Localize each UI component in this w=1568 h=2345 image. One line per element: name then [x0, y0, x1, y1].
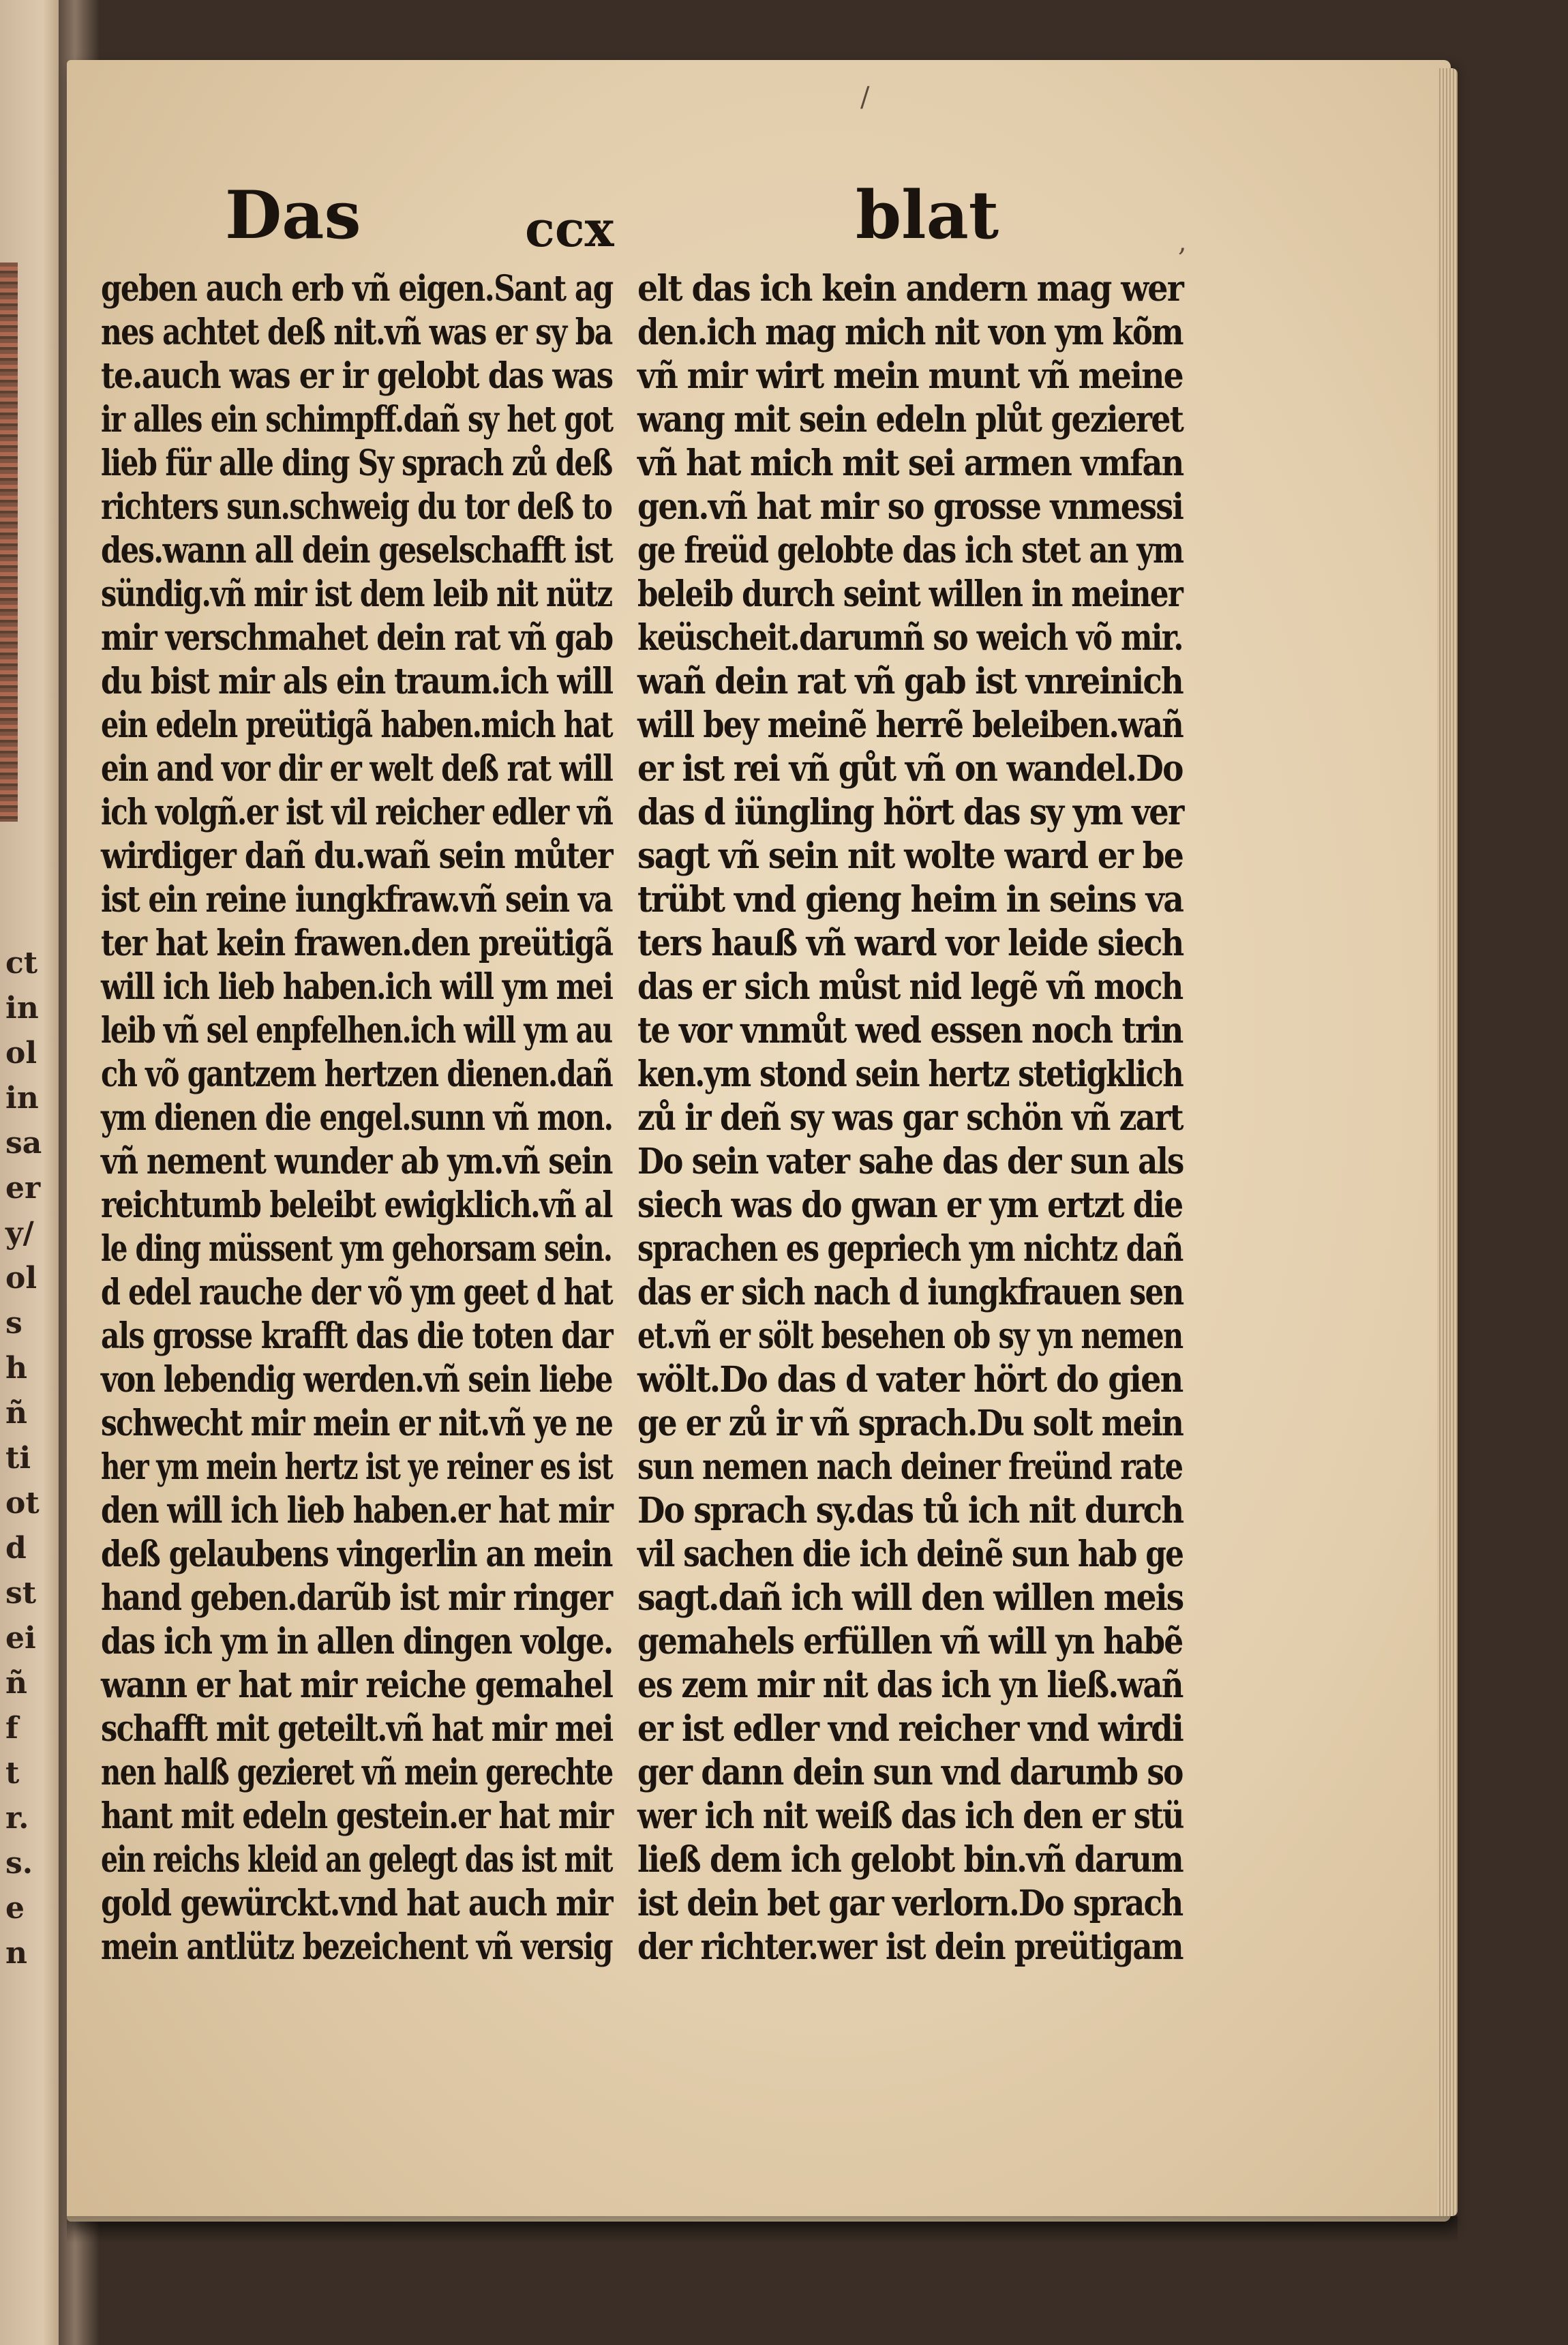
text-line: ich volgñ.er ist vil reicher edler vñ: [101, 792, 613, 833]
text-line: er ist rei vñ gůt vñ on wandel.Do: [637, 748, 1183, 790]
text-line: wann er hat mir reiche gemahel: [101, 1664, 613, 1706]
previous-page-fragment: t: [5, 1756, 20, 1791]
previous-page-fragment: in: [5, 991, 39, 1026]
text-line: du bist mir als ein traum.ich will: [101, 661, 613, 702]
text-line: siech was do gwan er ym ertzt die: [637, 1184, 1183, 1226]
text-line: sun nemen nach deiner freünd rate: [637, 1446, 1183, 1488]
text-line: ge freüd gelobte das ich stet an ym: [637, 530, 1183, 571]
page-mark: /: [860, 82, 870, 113]
text-line: deß gelaubens vingerlin an mein: [101, 1534, 612, 1575]
text-line: ist dein bet gar verlorn.Do sprach: [637, 1883, 1183, 1924]
text-line: wölt.Do das d vater hört do gien: [637, 1359, 1183, 1401]
text-line: der richter.wer ist dein preütigam: [637, 1926, 1183, 1968]
previous-page-fragment: ei: [5, 1621, 36, 1656]
previous-page-fragment: er: [5, 1171, 41, 1206]
text-line: Do sein vater sahe das der sun als: [637, 1141, 1183, 1182]
text-line: vil sachen die ich deinẽ sun hab ge: [637, 1534, 1183, 1575]
text-line: d edel rauche der võ ym geet d hat: [101, 1272, 613, 1313]
text-line: zů ir deñ sy was gar schön vñ zart: [637, 1097, 1183, 1139]
text-line: ters hauß vñ ward vor leide siech: [637, 923, 1183, 964]
text-line: als grosse krafft das die toten dar: [101, 1315, 613, 1357]
text-line: wang mit sein edeln plůt gezieret: [637, 399, 1183, 440]
running-head-left: Das: [225, 177, 361, 254]
text-line: des.wann all dein geselschafft ist: [101, 530, 612, 571]
previous-page-fragment: in: [5, 1081, 39, 1116]
text-line: das er sich nach d iungkfrauen sen: [637, 1272, 1183, 1313]
previous-page-fragment: y/: [5, 1216, 34, 1251]
text-line: vñ nement wunder ab ym.vñ sein: [101, 1141, 612, 1182]
text-line: hand geben.darũb ist mir ringer: [101, 1577, 612, 1619]
text-line: keüscheit.darumñ so weich võ mir.: [637, 617, 1183, 659]
previous-page-fragment: n: [5, 1936, 27, 1971]
previous-page-fragment: d: [5, 1531, 27, 1566]
previous-page-fragment: ol: [5, 1261, 37, 1296]
running-head-right: blat: [856, 177, 999, 254]
previous-page-edge: [0, 0, 61, 2345]
previous-page-fragment: ñ: [5, 1396, 27, 1431]
text-line: wirdiger dañ du.wañ sein můter: [101, 835, 612, 877]
text-line: richters sun.schweig du tor deß to: [101, 486, 612, 528]
text-line: den will ich lieb haben.er hat mir: [101, 1490, 613, 1532]
text-line: den.ich mag mich nit von ym kõm: [637, 312, 1183, 353]
previous-page-fragment: e: [5, 1891, 25, 1926]
text-line: geben auch erb vñ eigen.Sant ag: [101, 268, 613, 310]
previous-page-fragment: ñ: [5, 1666, 27, 1701]
text-line: her ym mein hertz ist ye reiner es ist: [101, 1446, 613, 1488]
text-line: wañ dein rat vñ gab ist vnreinich: [637, 661, 1183, 702]
previous-page-fragment: ol: [5, 1036, 37, 1071]
text-line: gen.vñ hat mir so grosse vnmessi: [637, 486, 1183, 528]
text-line: ließ dem ich gelobt bin.vñ darum: [637, 1839, 1183, 1881]
page-shadow: [67, 2216, 1458, 2243]
text-line: ein edeln preütigã haben.mich hat: [101, 704, 613, 746]
previous-page-fragment: h: [5, 1351, 27, 1386]
text-line: ein reichs kleid an gelegt das ist mit: [101, 1839, 612, 1881]
text-line: leib vñ sel enpfelhen.ich will ym au: [101, 1010, 612, 1051]
text-line: sagt.dañ ich will den willen meis: [637, 1577, 1183, 1619]
text-line: lieb für alle ding Sy sprach zů deß: [101, 443, 612, 484]
text-line: trübt vnd gieng heim in seins va: [637, 879, 1183, 921]
text-line: le ding müssent ym gehorsam sein.: [101, 1228, 612, 1270]
previous-page-fragment: r.: [5, 1801, 29, 1836]
text-line: von lebendig werden.vñ sein liebe: [101, 1359, 612, 1401]
folio-number: ccx: [525, 200, 614, 258]
text-line: ge er zů ir vñ sprach.Du solt mein: [637, 1403, 1183, 1444]
text-line: et.vñ er sölt besehen ob sy yn nemen: [637, 1315, 1183, 1357]
previous-page-fragment: s.: [5, 1846, 33, 1881]
previous-page-fragment: ti: [5, 1441, 31, 1476]
previous-page-illustration-fragment: [0, 263, 18, 822]
text-line: ger dann dein sun vnd darumb so: [637, 1752, 1183, 1793]
text-line: hant mit edeln gestein.er hat mir: [101, 1795, 613, 1837]
text-line: vñ hat mich mit sei armen vmfan: [637, 443, 1183, 484]
previous-page-fragment: sa: [5, 1126, 42, 1161]
text-line: mein antlütz bezeichent vñ versig: [101, 1926, 612, 1968]
text-line: ym dienen die engel.sunn vñ mon.: [101, 1097, 613, 1139]
text-line: sprachen es gepriech ym nichtz dañ: [637, 1228, 1183, 1270]
text-line: reichtumb beleibt ewigklich.vñ al: [101, 1184, 612, 1226]
text-line: schafft mit geteilt.vñ hat mir mei: [101, 1708, 613, 1750]
text-line: sagt vñ sein nit wolte ward er be: [637, 835, 1183, 877]
text-line: will bey meinẽ herrẽ beleiben.wañ: [637, 704, 1183, 746]
text-line: te.auch was er ir gelobt das was: [101, 355, 613, 397]
page-fore-edge: [1437, 68, 1458, 2216]
text-line: nes achtet deß nit.vñ was er sy ba: [101, 312, 612, 353]
previous-page-fragment: s: [5, 1306, 22, 1341]
page-mark: ,: [1178, 226, 1187, 258]
text-line: ch võ gantzem hertzen dienen.dañ: [101, 1054, 613, 1095]
text-line: will ich lieb haben.ich will ym mei: [101, 966, 613, 1008]
text-line: ein and vor dir er welt deß rat will: [101, 748, 613, 790]
text-line: es zem mir nit das ich yn ließ.wañ: [637, 1664, 1183, 1706]
text-line: nen halß gezieret vñ mein gerechte: [101, 1752, 613, 1793]
previous-page-fragment: f: [5, 1711, 18, 1746]
text-line: wer ich nit weiß das ich den er stü: [637, 1795, 1183, 1837]
text-line: ken.ym stond sein hertz stetigklich: [637, 1054, 1183, 1095]
text-line: gemahels erfüllen vñ will yn habẽ: [637, 1621, 1183, 1662]
previous-page-fragment: ct: [5, 946, 38, 981]
previous-page-text-fragments: [5, 941, 53, 1976]
text-line: er ist edler vnd reicher vnd wirdi: [637, 1708, 1183, 1750]
text-line: ter hat kein frawen.den preütigã: [101, 923, 613, 964]
text-line: ir alles ein schimpff.dañ sy het got: [101, 399, 613, 440]
text-line: ist ein reine iungkfraw.vñ sein va: [101, 879, 612, 921]
text-column-left: [101, 267, 612, 1969]
text-line: Do sprach sy.das tů ich nit durch: [637, 1490, 1183, 1532]
previous-page-fragment: ot: [5, 1486, 40, 1521]
text-line: te vor vnmůt wed essen noch trin: [637, 1010, 1183, 1051]
text-line: sündig.vñ mir ist dem leib nit nütz: [101, 573, 612, 615]
text-column-right: [637, 267, 1183, 1969]
text-line: das d iüngling hört das sy ym ver: [637, 792, 1183, 833]
text-line: das ich ym in allen dingen volge.: [101, 1621, 613, 1662]
previous-page-fragment: st: [5, 1576, 37, 1611]
text-line: beleib durch seint willen in meiner: [637, 573, 1183, 615]
text-line: vñ mir wirt mein munt vñ meine: [637, 355, 1183, 397]
text-line: das er sich můst nid legẽ vñ moch: [637, 966, 1183, 1008]
text-line: mir verschmahet dein rat vñ gab: [101, 617, 613, 659]
text-line: schwecht mir mein er nit.vñ ye ne: [101, 1403, 613, 1444]
text-line: elt das ich kein andern mag wer: [637, 268, 1183, 310]
text-line: gold gewürckt.vnd hat auch mir: [101, 1883, 612, 1924]
